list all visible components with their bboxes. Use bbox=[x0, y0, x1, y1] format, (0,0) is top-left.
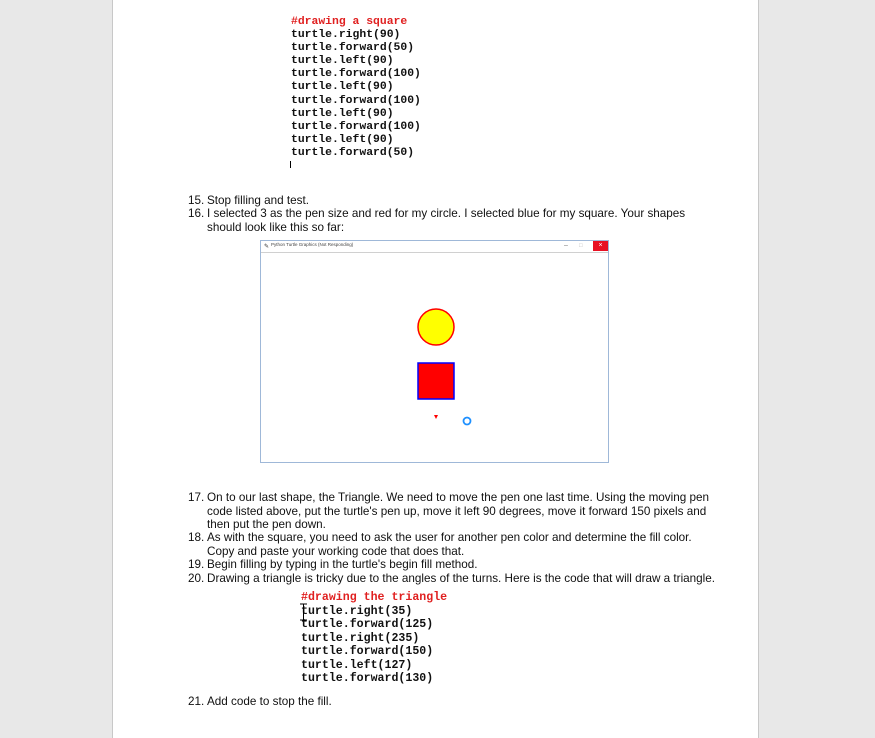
turtle-cursor-icon bbox=[434, 415, 438, 419]
text-cursor bbox=[290, 161, 291, 168]
turtle-canvas bbox=[262, 253, 609, 462]
list-item bbox=[188, 491, 720, 532]
code-line: turtle.forward(125) bbox=[301, 618, 434, 631]
code-line: turtle.forward(100) bbox=[291, 120, 421, 133]
list-text: Add code to stop the fill. bbox=[207, 695, 332, 708]
code-line: turtle.forward(100) bbox=[291, 94, 421, 107]
text-ibeam-cursor-icon bbox=[299, 603, 308, 621]
code-comment: #drawing the triangle bbox=[301, 591, 448, 604]
code-line: turtle.left(90) bbox=[291, 107, 394, 120]
list-item bbox=[188, 194, 728, 208]
list-number: 18. bbox=[188, 531, 205, 544]
list-item bbox=[188, 531, 698, 558]
code-line: turtle.right(35) bbox=[301, 604, 413, 618]
list-text: On to our last shape, the Triangle. We need to move the pen one last time. Using the moving pen code listed above, put the turtle's pen up, move it left 90 degrees, move it forward 150 pixels and then put the pen down. bbox=[207, 491, 709, 531]
busy-spinner-icon bbox=[464, 418, 471, 425]
code-line: turtle.right(90) bbox=[291, 29, 401, 42]
code-line: turtle.forward(130) bbox=[301, 672, 434, 685]
code-block-square bbox=[291, 16, 421, 160]
window-title: Python Turtle Graphics (Not Responding) bbox=[271, 242, 354, 247]
maximize-button[interactable]: □ bbox=[579, 243, 583, 249]
list-text: I selected 3 as the pen size and red for my circle. I selected blue for my square. Your shapes should look like this so far: bbox=[207, 207, 686, 234]
feather-icon: ✎ bbox=[264, 244, 270, 250]
code-line: turtle.left(127) bbox=[301, 658, 413, 672]
code-line: turtle.forward(50) bbox=[291, 146, 415, 159]
window-titlebar bbox=[261, 241, 608, 253]
list-text: As with the square, you need to ask the user for another pen color and determine the fill color. Copy and paste your working code that does that. bbox=[207, 531, 692, 558]
list-text: Stop filling and test. bbox=[207, 194, 310, 207]
code-line: turtle.forward(150) bbox=[301, 645, 434, 658]
code-line: turtle.left(90) bbox=[291, 133, 394, 146]
list-item bbox=[188, 207, 700, 234]
code-line: turtle.right(235) bbox=[301, 631, 420, 645]
list-item bbox=[188, 695, 728, 709]
turtle-circle-shape bbox=[418, 309, 454, 345]
list-text: Drawing a triangle is tricky due to the angles of the turns. Here is the code that will draw a triangle. bbox=[207, 572, 716, 585]
code-line: turtle.forward(100) bbox=[291, 68, 421, 81]
code-comment: #drawing a square bbox=[291, 16, 408, 28]
list-item bbox=[188, 572, 733, 586]
list-number: 15. bbox=[188, 194, 205, 207]
list-number: 21. bbox=[188, 695, 205, 708]
list-item bbox=[188, 558, 728, 572]
list-number: 16. bbox=[188, 207, 205, 220]
turtle-window-screenshot bbox=[260, 240, 609, 463]
code-line: turtle.left(90) bbox=[291, 81, 394, 94]
list-number: 19. bbox=[188, 558, 205, 571]
list-number: 20. bbox=[188, 572, 205, 585]
code-line: turtle.forward(50) bbox=[291, 42, 415, 55]
code-line: turtle.left(90) bbox=[291, 55, 394, 68]
list-text: Begin filling by typing in the turtle's begin fill method. bbox=[207, 558, 478, 571]
minimize-button[interactable]: – bbox=[564, 242, 568, 249]
turtle-square-shape bbox=[418, 363, 454, 399]
code-block-triangle bbox=[301, 591, 447, 686]
close-button[interactable]: × bbox=[593, 241, 608, 251]
list-number: 17. bbox=[188, 491, 205, 504]
